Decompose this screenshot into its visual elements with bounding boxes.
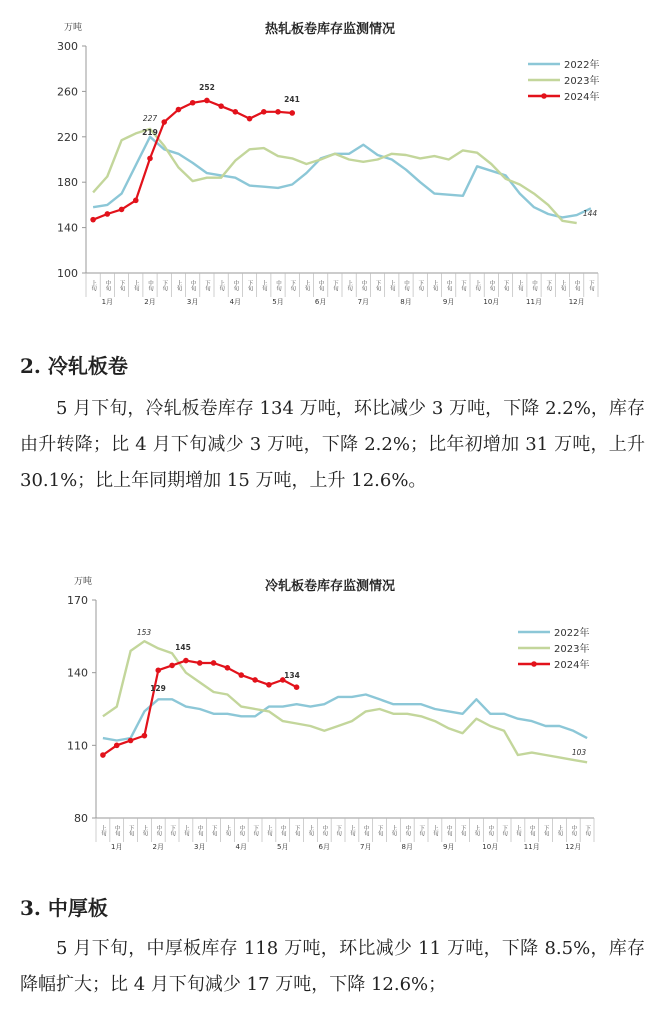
series-point-2024: [142, 733, 148, 739]
x-period-label: 中旬: [113, 825, 120, 836]
x-period-label: 中旬: [232, 280, 239, 291]
x-month-label: 12月: [568, 298, 585, 306]
series-point-2024: [266, 682, 272, 688]
x-month-label: 8月: [401, 843, 413, 851]
x-period-label: 上旬: [559, 280, 566, 291]
x-period-label: 下旬: [331, 280, 338, 291]
data-label: 219: [142, 128, 158, 137]
x-period-label: 下旬: [459, 825, 466, 836]
x-month-label: 4月: [235, 843, 247, 851]
x-period-label: 上旬: [307, 825, 314, 836]
x-period-label: 中旬: [279, 825, 286, 836]
x-period-label: 下旬: [169, 825, 176, 836]
x-month-label: 6月: [314, 298, 327, 306]
x-period-label: 中旬: [403, 280, 409, 291]
hot-rolled-inventory-chart: [0, 0, 660, 330]
x-period-label: 下旬: [587, 280, 594, 291]
x-period-label: 上旬: [388, 280, 395, 291]
x-period-label: 上旬: [348, 825, 355, 836]
x-period-label: 上旬: [182, 825, 189, 836]
x-month-label: 10月: [483, 298, 500, 306]
x-period-label: 上旬: [175, 280, 182, 291]
series-point-2024: [252, 677, 258, 683]
x-month-label: 3月: [186, 298, 199, 306]
series-line-2022年: [103, 695, 587, 741]
x-month-label: 1月: [101, 298, 114, 306]
x-period-label: 上旬: [514, 825, 521, 836]
series-point-2024: [119, 207, 125, 213]
x-month-label: 1月: [111, 843, 123, 851]
x-period-label: 中旬: [487, 825, 494, 836]
x-period-label: 上旬: [431, 825, 438, 836]
x-month-label: 2月: [152, 843, 164, 851]
x-period-label: 上旬: [346, 280, 353, 291]
x-period-label: 下旬: [203, 280, 210, 291]
section-heading-plate: 3. 中厚板: [20, 896, 108, 920]
y-tick-label: 100: [57, 267, 78, 280]
x-period-label: 上旬: [132, 280, 139, 291]
x-month-label: 11月: [523, 843, 540, 851]
series-point-2024: [190, 100, 196, 106]
series-point-2024: [197, 660, 203, 666]
series-point-2024: [114, 743, 120, 749]
x-period-label: 上旬: [556, 825, 563, 836]
y-tick-label: 300: [57, 40, 78, 53]
chart-title: 热轧板卷库存监测情况: [264, 22, 396, 37]
x-period-label: 中旬: [573, 280, 580, 291]
x-period-label: 中旬: [189, 280, 196, 291]
section-paragraph-plate: 5 月下旬，中厚板库存 118 万吨，环比减少 11 万吨，下降 8.5%，库存降幅扩大；比 4 月下旬减少 17 万吨，下降 12.6%；: [20, 938, 645, 995]
x-period-label: 下旬: [501, 825, 508, 836]
x-period-label: 中旬: [362, 825, 369, 836]
x-period-label: 上旬: [265, 825, 272, 836]
x-month-label: 5月: [272, 298, 284, 306]
x-period-label: 中旬: [275, 280, 281, 291]
data-label: 129: [150, 684, 166, 693]
x-period-label: 下旬: [335, 825, 342, 836]
cold-rolled-inventory-chart: [0, 570, 660, 870]
series-point-2024: [294, 684, 300, 690]
legend-label-2024年: 2024年: [564, 92, 600, 103]
data-label: 145: [175, 643, 191, 652]
legend-label-2023年: 2023年: [554, 644, 590, 655]
x-month-label: 8月: [400, 298, 412, 306]
section-heading-cold-rolled: 2. 冷轧板卷: [20, 354, 128, 378]
x-month-label: 10月: [482, 843, 499, 851]
x-period-label: 下旬: [545, 280, 552, 291]
x-period-label: 下旬: [127, 825, 134, 836]
x-period-label: 上旬: [431, 280, 438, 291]
section-paragraph-cold-rolled: 5 月下旬，冷轧板卷库存 134 万吨，环比减少 3 万吨，下降 2.2%，库存由升转降；比 4 月下旬减少 3 万吨，下降 2.2%；比年初增加 31 万吨，上升 30.1%；比上年同期增加 15 万吨，上升 12.6%。: [20, 398, 645, 491]
x-period-label: 下旬: [161, 280, 168, 291]
series-line-2024年: [93, 101, 292, 220]
x-period-label: 中旬: [155, 825, 162, 836]
series-point-2024: [238, 672, 244, 678]
series-point-2024: [128, 738, 134, 744]
x-month-label: 12月: [565, 843, 582, 851]
hot-rolled-chart-svg: [0, 0, 660, 330]
x-period-label: 下旬: [376, 825, 383, 836]
series-point-2024: [176, 107, 182, 113]
legend-label-2024年: 2024年: [554, 660, 590, 671]
x-period-label: 中旬: [317, 280, 324, 291]
x-month-label: 7月: [360, 843, 372, 851]
x-period-label: 上旬: [99, 825, 106, 836]
cold-rolled-chart-svg: [0, 570, 660, 870]
x-period-label: 下旬: [118, 280, 125, 291]
series-point-2024: [133, 198, 139, 204]
x-period-label: 下旬: [459, 280, 466, 291]
x-period-label: 上旬: [474, 280, 481, 291]
x-period-label: 中旬: [238, 825, 245, 836]
x-period-label: 上旬: [260, 280, 267, 291]
x-month-label: 5月: [277, 843, 289, 851]
x-period-label: 下旬: [418, 825, 425, 836]
legend-label-2022年: 2022年: [554, 628, 590, 639]
x-period-label: 中旬: [321, 825, 328, 836]
x-period-label: 中旬: [531, 280, 537, 291]
x-period-label: 下旬: [584, 825, 591, 836]
y-tick-label: 180: [57, 176, 78, 190]
y-tick-label: 80: [74, 812, 88, 825]
series-point-2024: [90, 217, 96, 223]
series-point-2024: [204, 98, 210, 104]
x-period-label: 中旬: [360, 280, 367, 291]
data-label: 103: [571, 748, 587, 757]
series-point-2024: [275, 109, 281, 115]
chart-title: 冷轧板卷库存监测情况: [264, 579, 396, 594]
x-month-label: 6月: [318, 843, 330, 851]
x-period-label: 中旬: [196, 825, 203, 836]
x-period-label: 上旬: [390, 825, 397, 836]
y-tick-label: 170: [67, 594, 88, 607]
x-period-label: 下旬: [293, 825, 300, 836]
x-month-label: 3月: [194, 843, 206, 851]
x-period-label: 中旬: [445, 825, 452, 836]
legend-label-2023年: 2023年: [564, 76, 600, 87]
y-tick-label: 110: [67, 739, 88, 753]
x-period-label: 上旬: [224, 825, 231, 836]
y-axis-unit: 万吨: [64, 23, 83, 33]
x-period-label: 上旬: [141, 825, 148, 836]
series-point-2024: [183, 658, 189, 664]
x-period-label: 上旬: [303, 280, 310, 291]
x-period-label: 上旬: [516, 280, 523, 291]
x-month-label: 7月: [357, 298, 370, 306]
x-period-label: 下旬: [417, 280, 424, 291]
y-axis-unit: 万吨: [74, 577, 93, 587]
x-period-label: 中旬: [104, 280, 111, 291]
x-period-label: 下旬: [289, 280, 296, 291]
series-point-2024: [155, 667, 161, 673]
x-period-label: 下旬: [246, 280, 253, 291]
y-tick-label: 140: [57, 221, 78, 235]
y-tick-label: 220: [57, 130, 78, 144]
x-period-label: 下旬: [542, 825, 549, 836]
series-point-2024: [218, 103, 224, 109]
data-label: 144: [582, 209, 598, 218]
series-point-2024: [105, 211, 111, 217]
data-label: 252: [199, 83, 215, 92]
x-period-label: 下旬: [210, 825, 217, 836]
series-point-2024: [169, 663, 175, 669]
x-period-label: 中旬: [528, 825, 535, 836]
legend-marker: [531, 661, 537, 667]
y-tick-label: 260: [57, 85, 78, 99]
x-period-label: 下旬: [374, 280, 381, 291]
data-label: 134: [284, 671, 300, 680]
data-label: 227: [142, 114, 158, 123]
y-tick-label: 140: [67, 666, 88, 680]
x-month-label: 4月: [229, 298, 242, 306]
x-period-label: 上旬: [473, 825, 480, 836]
series-point-2024: [233, 109, 239, 115]
series-point-2024: [161, 119, 167, 125]
x-month-label: 11月: [526, 298, 542, 306]
series-point-2024: [289, 110, 295, 116]
x-period-label: 下旬: [502, 280, 509, 291]
series-point-2024: [211, 660, 217, 666]
series-line-2023年: [93, 129, 577, 223]
x-period-label: 上旬: [90, 280, 97, 291]
data-label: 241: [284, 95, 300, 104]
series-point-2024: [147, 156, 153, 162]
series-point-2024: [225, 665, 231, 671]
x-period-label: 中旬: [147, 280, 153, 291]
x-period-label: 中旬: [488, 280, 495, 291]
series-point-2024: [247, 116, 253, 122]
legend-label-2022年: 2022年: [564, 60, 600, 71]
x-period-label: 下旬: [252, 825, 259, 836]
x-month-label: 9月: [442, 298, 455, 306]
x-month-label: 9月: [443, 843, 455, 851]
x-period-label: 中旬: [570, 825, 577, 836]
x-period-label: 中旬: [445, 280, 452, 291]
x-month-label: 2月: [144, 298, 156, 306]
series-point-2024: [261, 109, 267, 115]
series-point-2024: [100, 752, 106, 758]
series-line-2022年: [93, 137, 591, 218]
x-period-label: 上旬: [218, 280, 225, 291]
legend-marker: [541, 93, 547, 99]
x-period-label: 中旬: [404, 825, 411, 836]
data-label: 153: [136, 628, 152, 637]
